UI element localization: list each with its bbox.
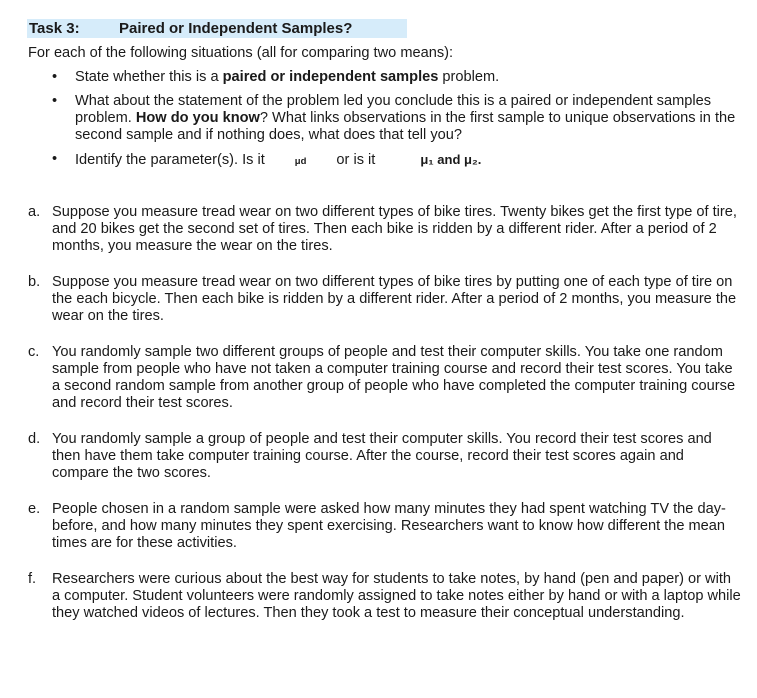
situation-letter: e.: [28, 501, 41, 517]
situation-letter: d.: [28, 431, 41, 447]
instruction-emphasis: paired or independent samples: [222, 69, 439, 85]
situation-text: You randomly sample a group of people and test their computer skills. You record their test scores and then have them take computer training course. After the course, record their test scores again and compare the two scores.: [52, 431, 712, 481]
task-number: Task 3:: [29, 20, 80, 37]
instruction-text: problem.: [438, 69, 500, 85]
instruction-list: [0, 69, 757, 177]
task-header: [27, 19, 407, 38]
situation-text: Researchers were curious about the best way for students to take notes, by hand (pen and paper) or with a computer. Student volunteers were randomly assigned to take notes either by hand or with a laptop while they watched videos of lectures. Then they took a test to measure their conceptual understanding.: [52, 571, 741, 621]
situation-letter: b.: [28, 274, 41, 290]
instruction-text: or is it: [336, 152, 376, 168]
independent-means-symbol: μ₁ and μ₂.: [420, 152, 482, 167]
instruction-item: [0, 151, 745, 170]
situation-item: [0, 274, 742, 325]
instruction-text: ? What links observations in the first sample to unique observations in the second sample and if nothing does, what does that tell you?: [75, 110, 736, 143]
instruction-item: [0, 93, 745, 144]
instruction-text: What about the statement of the problem led you conclude this is a paired or independent samples problem.: [75, 93, 712, 126]
bullet-icon: •: [52, 69, 58, 85]
task-title: Paired or Independent Samples?: [119, 20, 353, 37]
situation-letter: c.: [28, 344, 40, 360]
situation-list: [0, 204, 757, 641]
situation-text: Suppose you measure tread wear on two different types of bike tires. Twenty bikes get the first type of tire, and 20 bikes get the second set of tires. Then each bike is ridden by a different rider. After a period of 2 months, you measure the wear on the tires.: [52, 204, 737, 254]
situation-letter: f.: [28, 571, 37, 587]
situation-item: [0, 571, 742, 622]
instruction-item: [0, 69, 745, 86]
instruction-emphasis: How do you know: [135, 110, 260, 126]
instruction-text: State whether this is a: [75, 69, 223, 85]
situation-text: Suppose you measure tread wear on two different types of bike tires by putting one of each type of tire on the each bicycle. Then each bike is ridden by a different rider. After a period of 2 months, you measure the wear on the tires.: [52, 274, 737, 324]
situation-item: [0, 344, 742, 412]
paired-mean-symbol: μd: [294, 156, 307, 167]
bullet-icon: •: [52, 93, 58, 109]
situation-text: You randomly sample two different groups of people and test their computer skills. You take one random sample from people who have not taken a computer training course and record their test scores. You take a second random sample from another group of people who have completed the computer training course and record their test scores.: [52, 344, 736, 411]
situation-item: [0, 431, 742, 482]
situation-text: People chosen in a random sample were asked how many minutes they had spent watching TV the day-before, and how many minutes they spent exercising. Researchers want to know how different the mean times are for these activities.: [52, 501, 726, 551]
bullet-icon: •: [52, 151, 58, 167]
instruction-text: Identify the parameter(s). Is it: [75, 152, 265, 168]
intro-text: For each of the following situations (all for comparing two means):: [28, 45, 454, 61]
situation-letter: a.: [28, 204, 41, 220]
situation-item: [0, 204, 742, 255]
situation-item: [0, 501, 742, 552]
